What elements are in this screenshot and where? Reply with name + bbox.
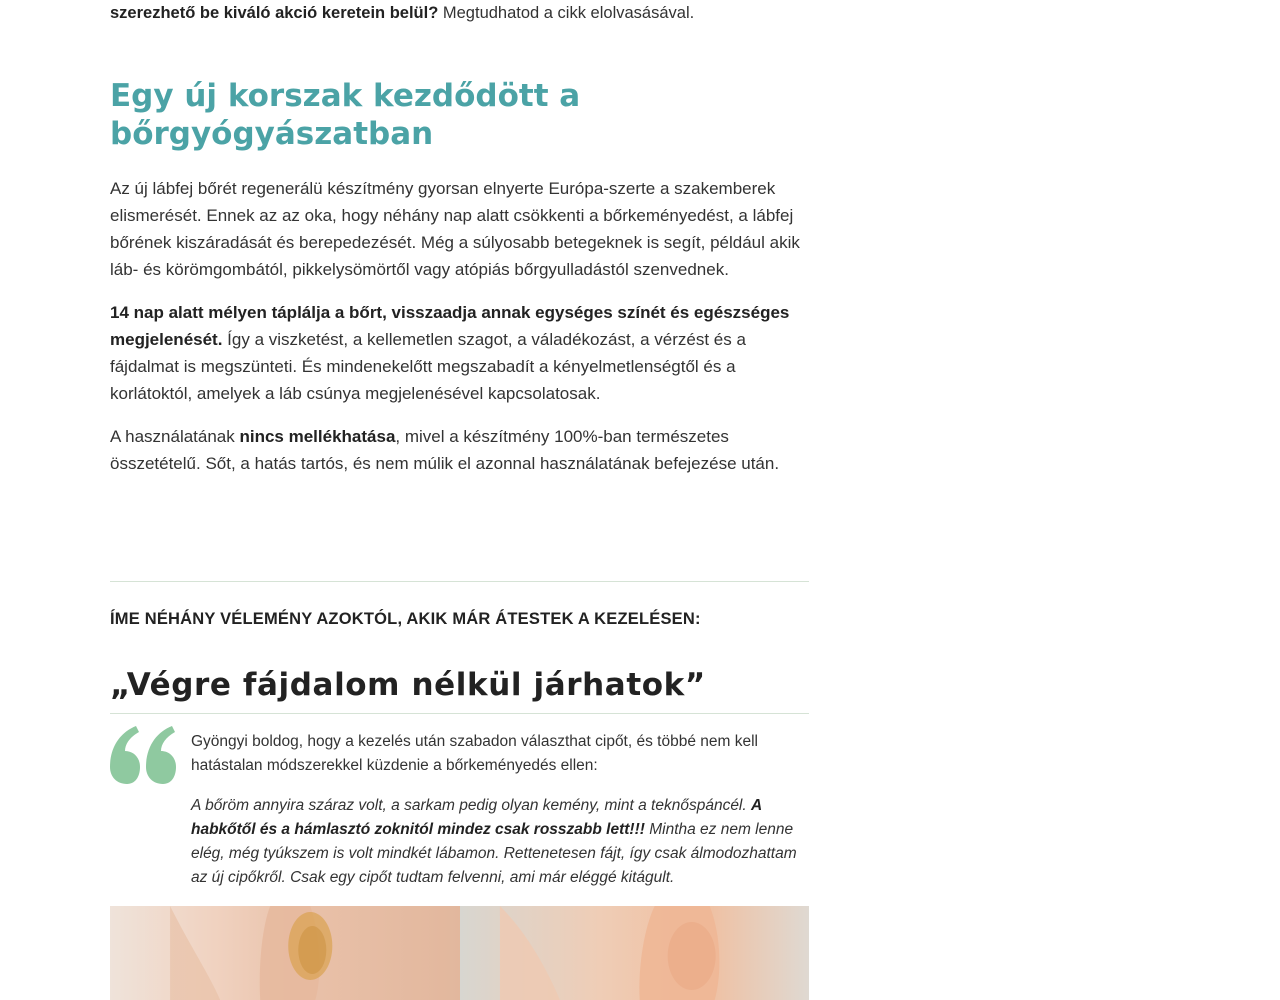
quote-mark-icon	[110, 724, 176, 784]
section-title: Egy új korszak kezdődött a bőrgyógyászatban	[110, 78, 581, 152]
article-paragraphs	[110, 175, 809, 493]
intro-line	[110, 3, 694, 23]
paragraph-3-start: A használatának	[110, 427, 240, 446]
intro-rest: Megtudhatod a cikk elolvasásával.	[438, 4, 695, 22]
paragraph-1: Az új lábfej bőrét regenerálü készítmény gyorsan elnyerte Európa-szerte a szakemberek elismerését. Ennek az az oka, hogy néhány nap alatt csökkenti a bőrkeményedést, a lábfej bőrének kiszáradását és berepedezését. Még a súlyosabb betegeknek is segít, például akik láb- és körömgombától, pikkelysömörtől vagy atópiás bőrgyulladástól szenvednek.	[110, 179, 800, 279]
paragraph-3	[110, 423, 809, 477]
paragraph-3-rest: , mivel a készítmény 100%-ban természetes összetételű. Sőt, a hatás tartós, és nem múlik el azonnal használatának befejezése után.	[110, 427, 780, 473]
before-after-photos	[110, 906, 809, 1000]
intro-bold: szerezhető be kiváló akció keretein belül?	[110, 4, 439, 22]
testimonial-quote-rest: Mintha ez nem lenne elég, még tyúkszem is volt mindkét lábamon. Rettenetesen fájt, így csak álmodozhattam az új cipőkről. Csak egy cipőt tudtam felvenni, ami már eléggé kitágult.	[191, 821, 797, 886]
testimonial-intro: Gyöngyi boldog, hogy a kezelés után szabadon választhat cipőt, és többé nem kell hatástalan módszerekkel küzdenie a bőrkeményedés ellen:	[191, 733, 758, 774]
testimonial-title: „Végre fájdalom nélkül járhatok”	[110, 667, 706, 703]
before-photo	[110, 906, 460, 1000]
testimonials-label: ÍME NÉHÁNY VÉLEMÉNY AZOKTÓL, AKIK MÁR ÁTESTEK A KEZELÉSEN:	[110, 610, 701, 628]
section-divider	[110, 581, 809, 582]
testimonial-divider	[110, 713, 809, 714]
testimonial-body	[191, 730, 809, 906]
testimonial-quote-start: A bőröm annyira száraz volt, a sarkam pedig olyan kemény, mint a teknőspáncél.	[191, 797, 751, 814]
after-photo	[460, 906, 810, 1000]
testimonial-quote	[191, 794, 809, 890]
testimonial-quote-bold: A habkőtől és a hámlasztó zoknitól mindez csak rosszabb lett!!!	[191, 797, 762, 838]
paragraph-2	[110, 299, 809, 407]
paragraph-2-bold: 14 nap alatt mélyen táplálja a bőrt, visszaadja annak egységes színét és egészséges megjelenését.	[110, 303, 790, 349]
paragraph-3-bold: nincs mellékhatása	[239, 427, 396, 446]
paragraph-2-rest: Így a viszketést, a kellemetlen szagot, a váladékozást, a vérzést és a fájdalmat is megszünteti. És mindenekelőtt megszabadít a kényelmetlenségtől és a korlátoktól, amelyek a láb csúnya megjelenésével kapcsolatosak.	[110, 330, 746, 403]
